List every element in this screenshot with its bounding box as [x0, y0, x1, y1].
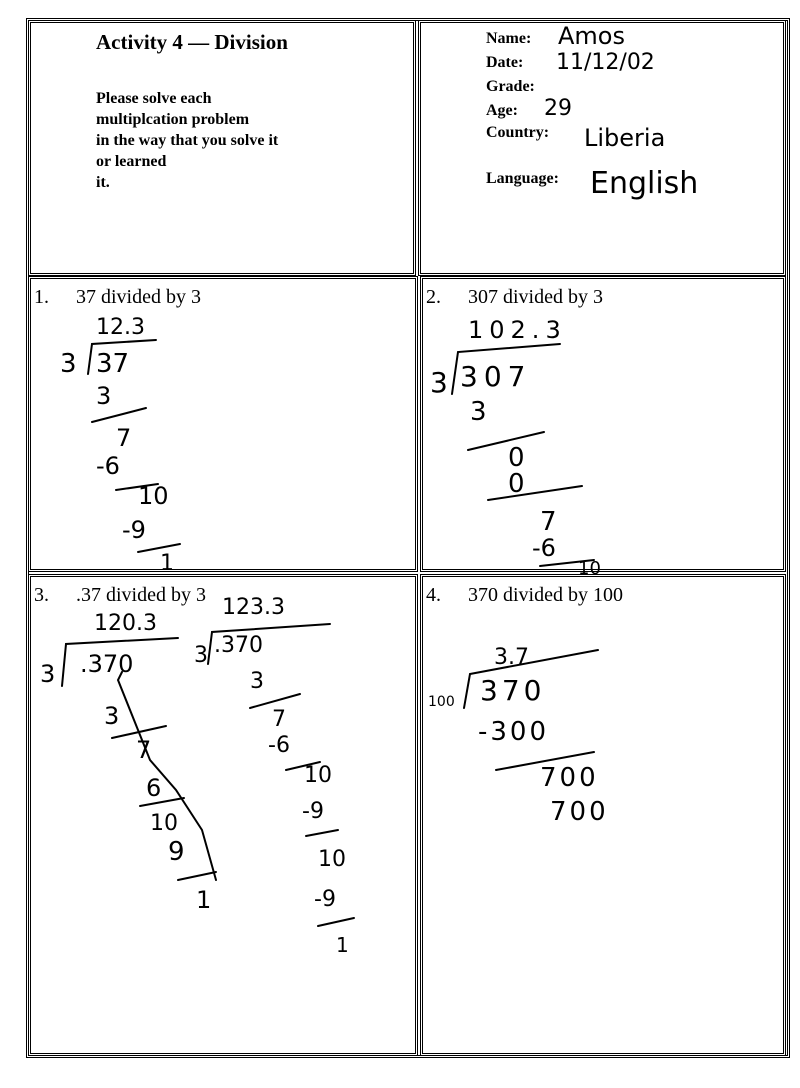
language-value: English [590, 166, 699, 201]
age-value: 29 [544, 96, 572, 121]
problem-3-cell [28, 574, 418, 1056]
problem-2-number: 2. [426, 286, 441, 308]
step: 7 [136, 736, 152, 764]
step: -300 [478, 717, 550, 747]
instruction-line: it. [96, 174, 110, 191]
step: 7 [540, 507, 557, 537]
dividend: .370 [80, 650, 134, 678]
date-value: 11/12/02 [556, 50, 655, 75]
step: 7 [116, 424, 132, 452]
quotient: 102.3 [468, 316, 567, 344]
step: 700 [540, 763, 599, 793]
step: 10 [578, 558, 601, 579]
problem-3-number: 3. [34, 584, 49, 606]
language-label: Language: [486, 170, 559, 187]
step: 0 [508, 443, 525, 473]
step: 3 [96, 382, 112, 410]
divisor: 3 [60, 349, 77, 379]
date-label: Date: [486, 54, 524, 71]
instruction-line: in the way that you solve it [96, 132, 279, 149]
age-label: Age: [486, 102, 518, 119]
dividend: 37 [96, 349, 130, 379]
step: 10 [138, 482, 169, 510]
step: -6 [96, 452, 120, 480]
problem-1-number: 1. [34, 286, 49, 308]
problem-1-text: 37 divided by 3 [76, 286, 201, 308]
step: -9 [122, 516, 146, 544]
step: 0 [508, 469, 525, 499]
step: 1 [336, 933, 349, 957]
divisor: 3 [40, 660, 56, 688]
quotient: 120.3 [94, 611, 157, 636]
country-label: Country: [486, 124, 550, 141]
step: -6 [532, 534, 556, 562]
problem-2-text: 307 divided by 3 [468, 286, 603, 308]
activity-title: Activity 4 — Division [96, 30, 288, 54]
instruction-line: Please solve each [96, 90, 212, 107]
step: -9 [302, 799, 324, 824]
step: 3 [250, 669, 264, 694]
dividend: 307 [460, 360, 532, 393]
problem-1-cell [28, 276, 418, 572]
step: 3 [104, 702, 120, 730]
dividend: 370 [480, 674, 546, 707]
instruction-line: multiplcation problem [96, 111, 250, 128]
step: 700 [550, 797, 609, 827]
quotient: 3.7 [494, 645, 529, 670]
quotient: 12.3 [96, 315, 145, 340]
step: 7 [272, 707, 286, 732]
step: -9 [314, 887, 336, 912]
step: 3 [470, 397, 487, 427]
divisor: 3 [430, 366, 448, 399]
step: 1 [160, 551, 174, 576]
problem-3-text: .37 divided by 3 [76, 584, 206, 606]
problem-4-text: 370 divided by 100 [468, 584, 623, 606]
grade-label: Grade: [486, 78, 535, 95]
step: 1 [196, 886, 212, 914]
divisor: 100 [428, 694, 455, 710]
step: 10 [150, 811, 178, 836]
problem-2-cell [420, 276, 786, 572]
name-value: Amos [558, 22, 625, 50]
step: 10 [304, 763, 332, 788]
step: 6 [146, 774, 162, 802]
dividend: .370 [214, 633, 263, 658]
instruction-line: or learned [96, 153, 167, 170]
divisor: 3 [194, 643, 208, 668]
name-label: Name: [486, 30, 532, 47]
instructions [96, 88, 278, 193]
problem-4-cell [420, 574, 786, 1056]
quotient: 123.3 [222, 595, 285, 620]
step: 9 [168, 837, 185, 867]
step: -6 [268, 733, 290, 758]
country-value: Liberia [584, 124, 666, 152]
problem-4-number: 4. [426, 584, 441, 606]
step: 10 [318, 847, 346, 872]
